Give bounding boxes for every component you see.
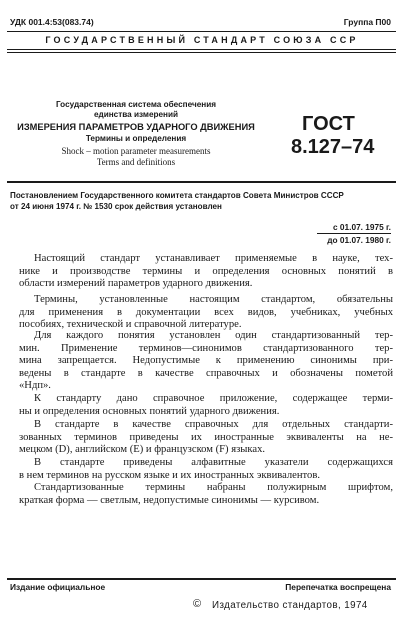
gost-number: 8.127–74 (291, 136, 375, 158)
paragraph-4 (19, 393, 393, 418)
english-title-2: Terms and definitions (96, 157, 176, 167)
reprint-notice: Перепечатка воспрещена (285, 582, 391, 592)
paragraph-line: краткая форма — светлым, недопустимые синонимы — курсивом. (19, 494, 320, 506)
paragraph-line: «Ндп». (19, 380, 51, 392)
paragraph-line: ны и определения основных понятий ударного движения. (19, 405, 280, 417)
banner-rule-2 (7, 52, 396, 53)
document-title: ИЗМЕРЕНИЯ ПАРАМЕТРОВ УДАРНОГО ДВИЖЕНИЯ (17, 122, 255, 132)
paragraph-7 (19, 482, 393, 507)
english-title-1: Shock – motion parameter measurements (61, 146, 211, 156)
standard-banner: ГОСУДАРСТВЕННЫЙ СТАНДАРТ СОЮЗА ССР (45, 35, 359, 45)
system-line-2: единства измерений (93, 110, 179, 119)
validity-from: с 01.07. 1975 г. (333, 222, 391, 232)
group-code: Группа П00 (343, 17, 391, 27)
paragraph-line: области измерений параметров ударного движения. (19, 278, 253, 290)
paragraph-6 (19, 457, 393, 482)
udk-code: УДК 001.4:53(083.74) (10, 17, 94, 27)
paragraph-5 (19, 419, 393, 457)
paragraph-line: ведены в стандарте в качестве справочных и обозначены пометой (19, 367, 393, 379)
decree-line-2: от 24 июня 1974 г. № 1530 срок действия установлен (10, 202, 222, 211)
paragraph-line: мина запрещается. Недопустимые к применению синонимы при- (19, 355, 393, 367)
paragraph-2 (19, 294, 393, 332)
paragraph-line: мин. Применение терминов—синонимов стандартизованного тер- (19, 342, 393, 354)
decree-line-1: Постановлением Государственного комитета стандартов Совета Министров СССР (10, 191, 344, 200)
official-edition: Издание официальное (10, 582, 106, 592)
banner-rule (7, 49, 396, 50)
system-line-1: Государственная система обеспечения (55, 100, 217, 109)
paragraph-line: в нем терминов на русском языке и их иностранных эквивалентов. (19, 469, 320, 481)
document-subtitle: Термины и определения (85, 134, 187, 143)
gost-label: ГОСТ (302, 113, 355, 135)
paragraph-line: нике и производстве термины и определения основных понятий в (19, 265, 393, 277)
paragraph-line: Термины, установленные настоящим стандартом, обязательны (34, 294, 393, 305)
top-rule (7, 31, 396, 32)
paragraph-line: пособиях, технической и справочной литературе. (19, 319, 242, 331)
paragraph-line: Для каждого понятия установлен один стандартизованный тер- (34, 330, 393, 341)
paragraph-line: Настоящий стандарт устанавливает применяемые в науке, тех- (34, 253, 393, 264)
validity-underline (317, 233, 391, 234)
paragraph-line: мецком (D), английском (E) и французском (F) языках. (19, 444, 266, 456)
paragraph-line: В стандарте в качестве справочных для отдельных стандарти- (34, 419, 393, 430)
copyright-symbol: © (193, 598, 202, 610)
footer-rule (7, 578, 396, 580)
paragraph-line: К стандарту дано справочное приложение, содержащее терми- (34, 393, 393, 404)
paragraph-line: зованных терминов приведены их иностранные эквиваленты на не- (19, 431, 393, 443)
validity-to: до 01.07. 1980 г. (327, 235, 391, 245)
paragraph-3 (19, 330, 393, 393)
publisher: Издательство стандартов, 1974 (212, 600, 368, 611)
paragraph-line: для применения в документации всех видов, учебниках, учебных (19, 306, 393, 318)
title-rule (7, 181, 396, 183)
paragraph-line: Стандартизованные термины набраны полужирным шрифтом, (34, 482, 393, 493)
paragraph-1 (19, 253, 393, 291)
paragraph-line: В стандарте приведены алфавитные указатели содержащихся (34, 457, 393, 468)
